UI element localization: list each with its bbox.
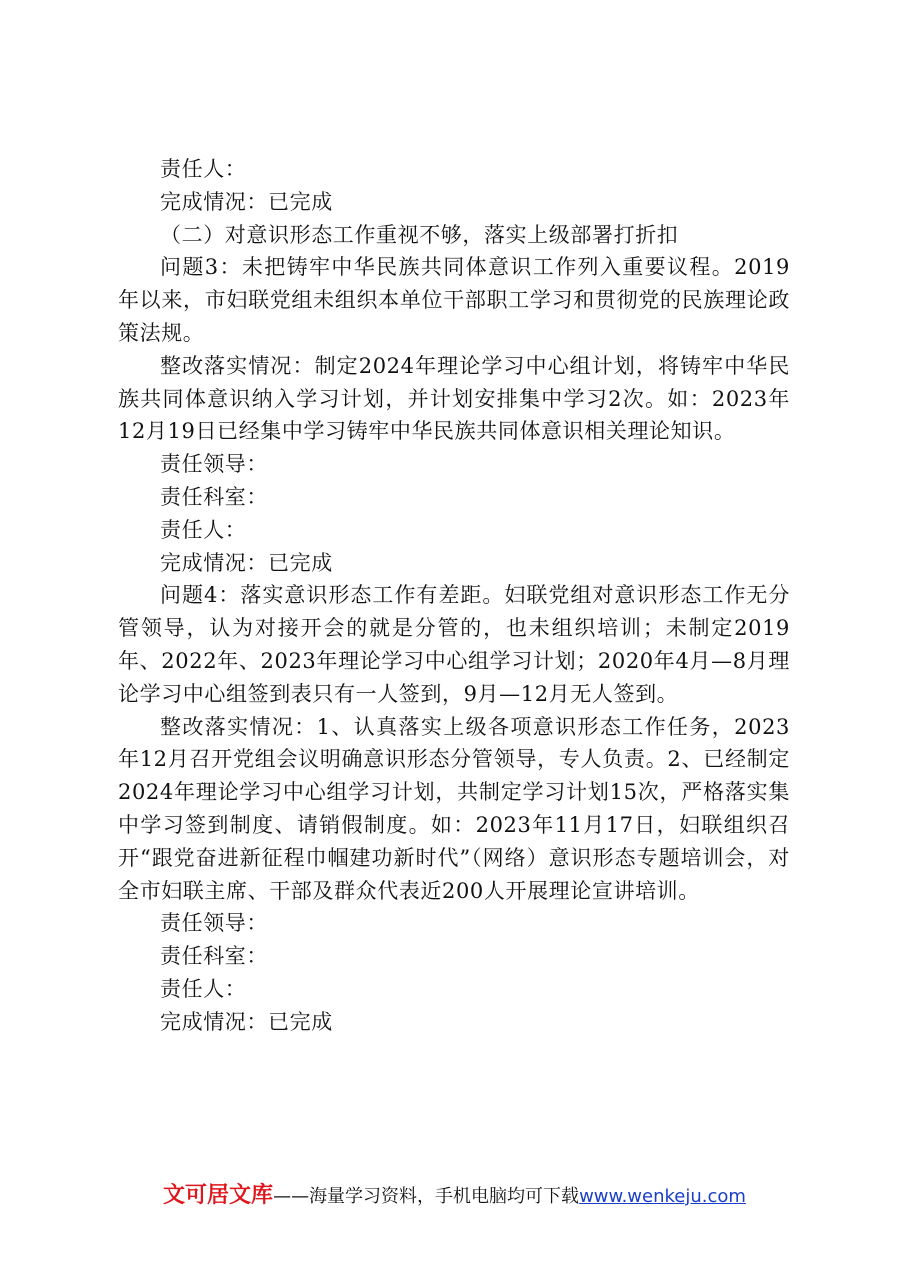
paragraph: 责任领导： (160, 911, 268, 936)
paragraph: 问题3：未把铸牢中华民族共同体意识工作列入重要议程。2019年以来，市妇联党组未组织本单位干部职工学习和贯彻党的民族理论政策法规。 (118, 255, 790, 345)
footer-slogan: ——海量学习资料，手机电脑均可下载 (273, 1186, 580, 1207)
paragraph: 问题4：落实意识形态工作有差距。妇联党组对意识形态工作无分管领导，认为对接开会的就是分管的，也未组织培训；未制定2019年、2022年、2023年理论学习中心组学习计划；2020年4月—8月理论学习中心组签到表只有一人签到，9月—12月无人签到。 (118, 583, 790, 706)
paragraph: 完成情况：已完成 (160, 189, 333, 214)
paragraph: 责任科室： (160, 944, 268, 969)
paragraph: 整改落实情况：1、认真落实上级各项意识形态工作任务，2023年12月召开党组会议明确意识形态分管领导，专人负责。2、已经制定2024年理论学习中心组学习计划，共制定学习计划15次，严格落实集中学习签到制度、请销假制度。如：2023年11月17日，妇联组织召开“跟党奋进新征程巾帼建功新时代”（网络）意识形态专题培训会，对全市妇联主席、干部及群众代表近200人开展理论宣讲培训。 (118, 714, 790, 903)
footer-brand: 文可居文库 (163, 1183, 274, 1208)
paragraph: 责任人： (160, 976, 247, 1001)
section-heading: （二）对意识形态工作重视不够，落实上级部署打折扣 (160, 222, 679, 247)
paragraph: 责任领导： (160, 452, 268, 477)
paragraph: 责任人： (160, 517, 247, 542)
document-body (118, 153, 790, 1039)
paragraph: 责任人： (160, 157, 247, 181)
paragraph: 完成情况：已完成 (160, 1009, 333, 1034)
paragraph: 整改落实情况：制定2024年理论学习中心组计划，将铸牢中华民族共同体意识纳入学习计划，并计划安排集中学习2次。如：2023年12月19日已经集中学习铸牢中华民族共同体意识相关理论知识。 (118, 353, 790, 444)
paragraph: 责任科室： (160, 484, 268, 509)
paragraph: 完成情况：已完成 (160, 550, 333, 575)
footer-site-link[interactable]: www.wenkeju.com (579, 1186, 746, 1207)
footer-banner (0, 1182, 909, 1211)
